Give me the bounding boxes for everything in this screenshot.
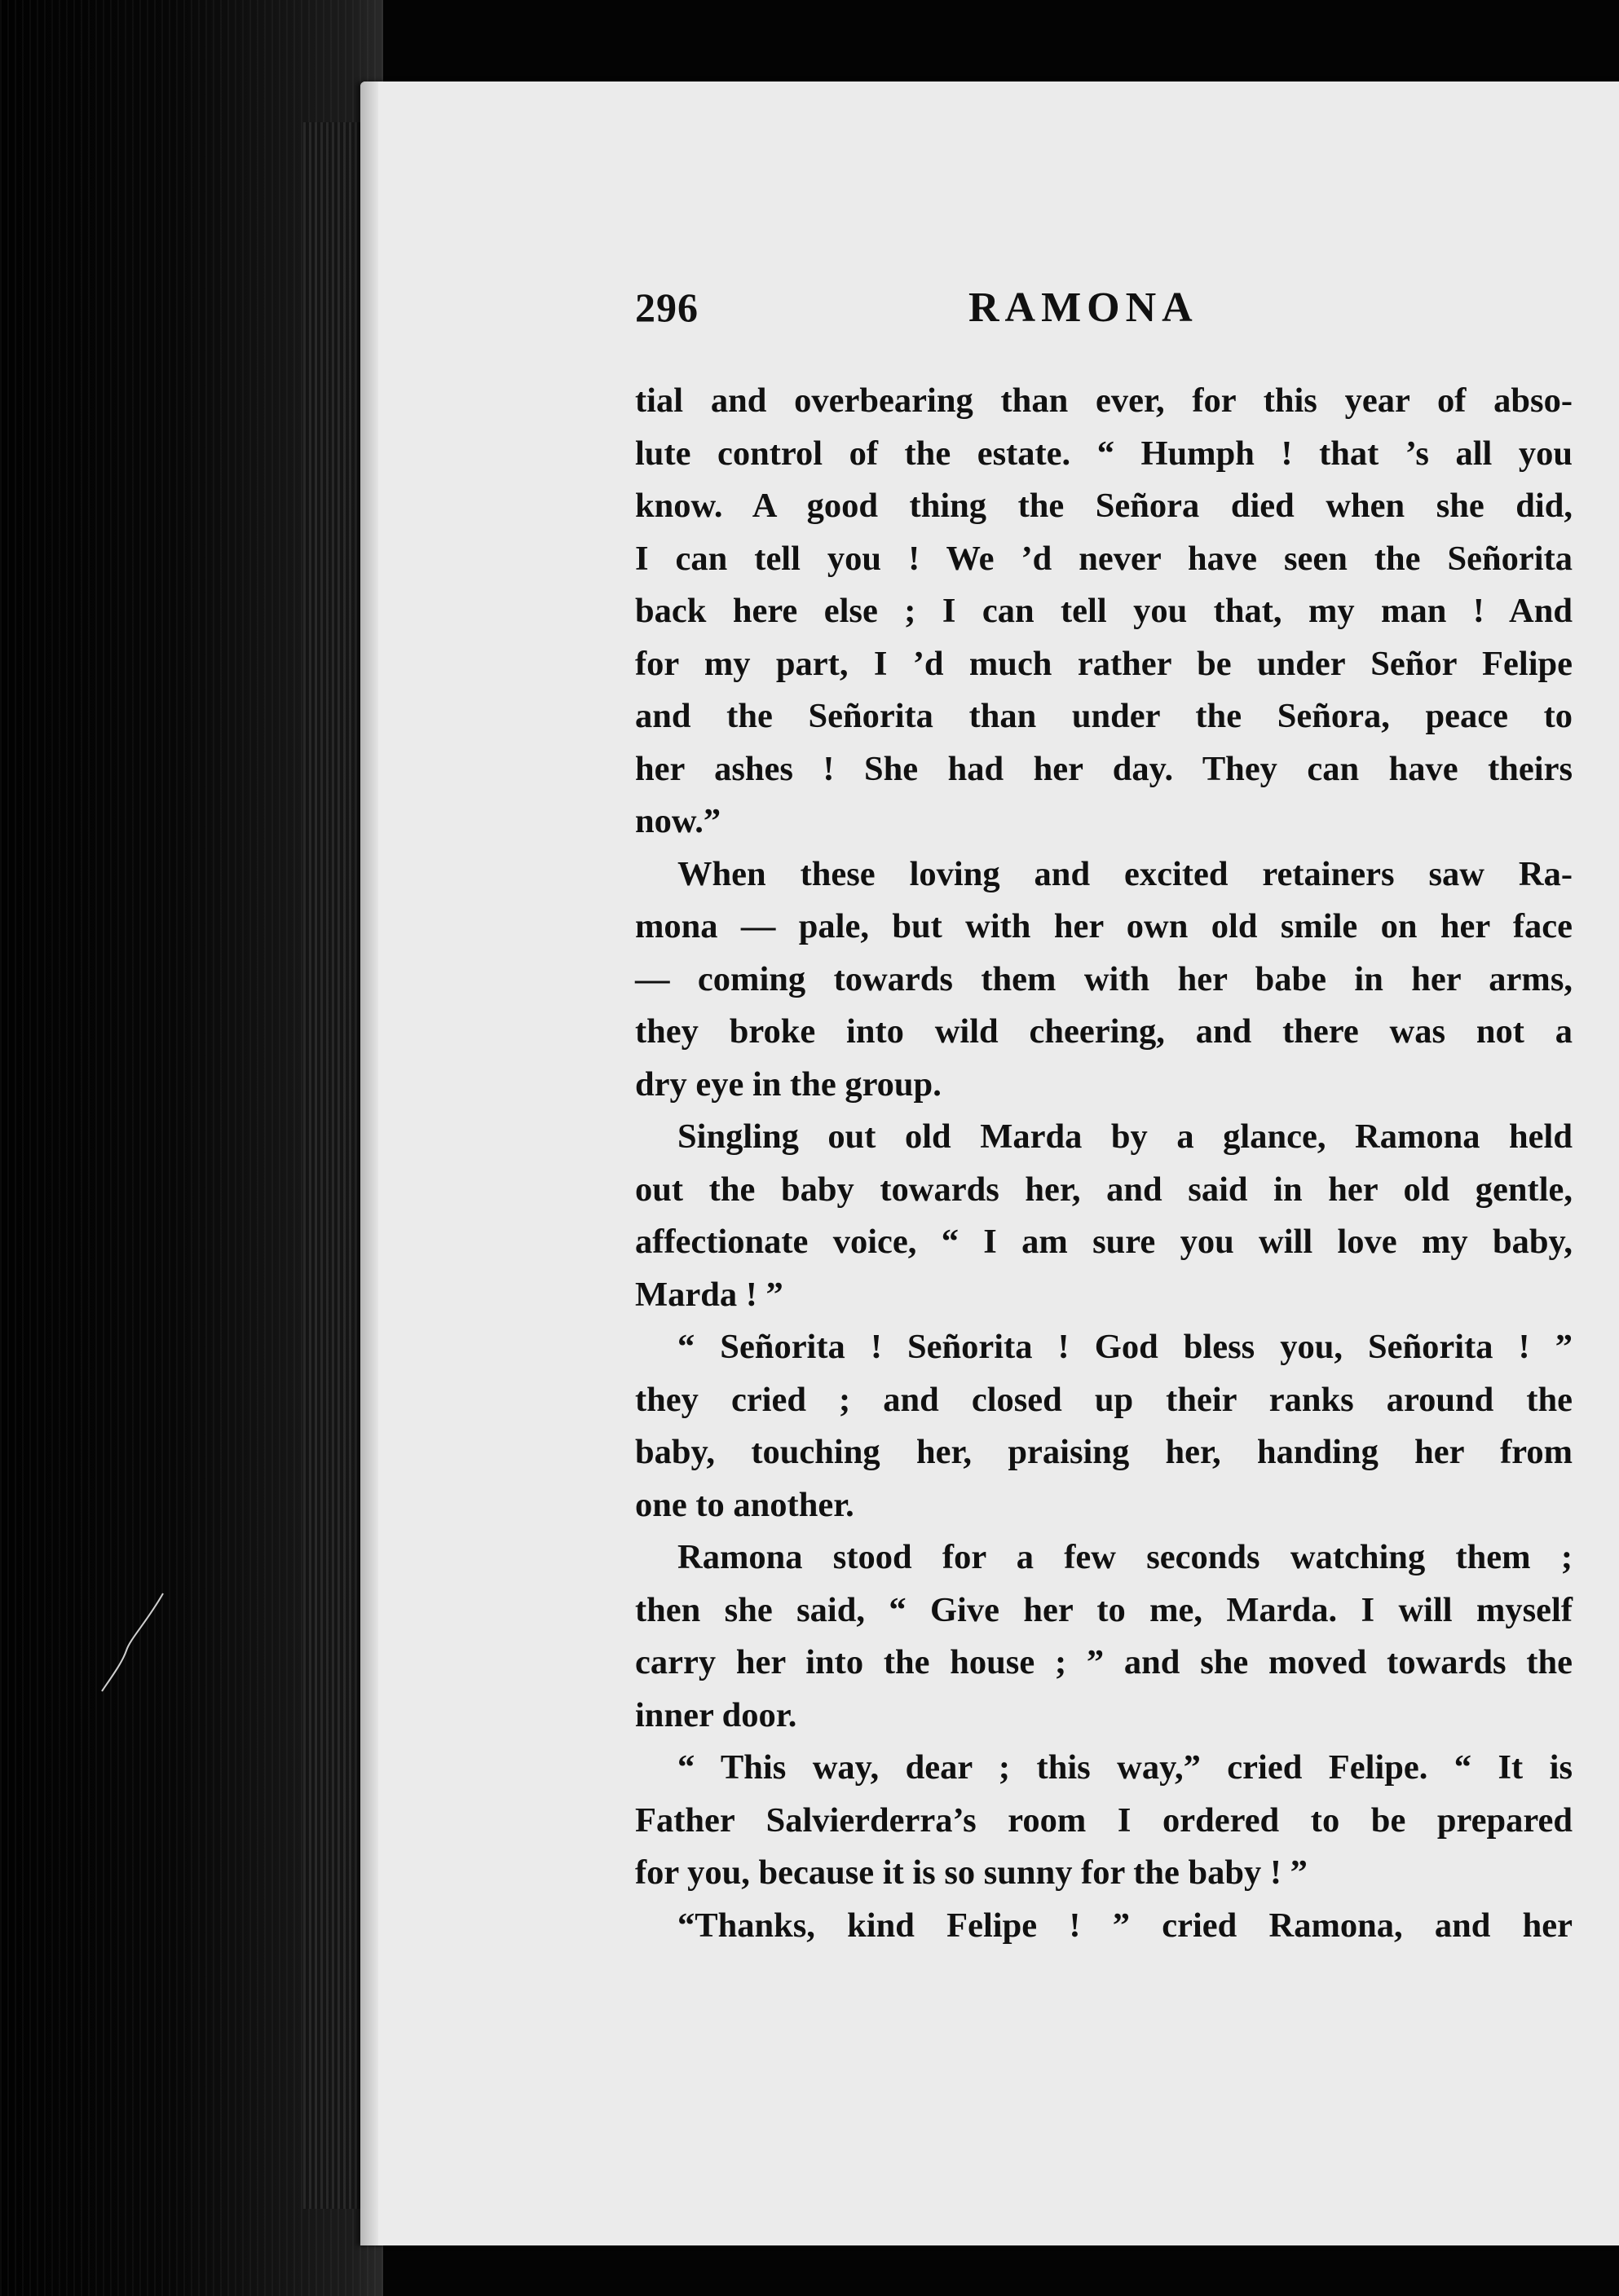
body-text (635, 375, 1573, 1952)
page-gutter-shadow (360, 82, 378, 2245)
text-line: back here else ; I can tell you that, my man ! And (635, 592, 1573, 630)
text-line: lute control of the estate. “ Humph ! that ’s all you (635, 434, 1573, 473)
text-line: affectionate voice, “ I am sure you will love my baby, (635, 1223, 1573, 1261)
text-line: I can tell you ! We ’d never have seen the Señorita (635, 539, 1573, 578)
text-line: one to another. (635, 1485, 854, 1524)
text-line: Father Salvierderra’s room I ordered to be prepared (635, 1800, 1573, 1840)
running-head (635, 284, 1573, 341)
text-line: “ Señorita ! Señorita ! God bless you, Señorita ! ” (677, 1328, 1573, 1366)
page-stack-edge (303, 122, 360, 2209)
text-line: baby, touching her, praising her, handing her from (635, 1433, 1573, 1471)
text-line: they cried ; and closed up their ranks around the (635, 1380, 1573, 1419)
text-line: for you, because it is so sunny for the baby ! ” (635, 1853, 1308, 1892)
text-line: “ This way, dear ; this way,” cried Felipe. “ It is (677, 1748, 1573, 1787)
text-line: Ramona stood for a few seconds watching them ; (677, 1538, 1573, 1576)
text-line: Singling out old Marda by a glance, Ramona held (677, 1117, 1573, 1156)
text-line: her ashes ! She had her day. They can have theirs (635, 749, 1573, 788)
text-line: now.” (635, 802, 721, 840)
scratch-mark (98, 1589, 171, 1695)
text-line: dry eye in the group. (635, 1064, 942, 1104)
text-line: — coming towards them with her babe in her arms, (635, 959, 1573, 998)
text-line: Marda ! ” (635, 1275, 783, 1314)
text-line: carry her into the house ; ” and she moved towards the (635, 1643, 1573, 1681)
text-line: they broke into wild cheering, and there was not a (635, 1012, 1573, 1051)
text-line: then she said, “ Give her to me, Marda. I will myself (635, 1590, 1573, 1629)
text-line: inner door. (635, 1695, 797, 1734)
text-line: When these loving and excited retainers saw Ra- (677, 854, 1573, 893)
text-line: tial and overbearing than ever, for this year of abso- (635, 381, 1573, 420)
page-number: 296 (635, 284, 699, 330)
text-line: “Thanks, kind Felipe ! ” cried Ramona, and her (677, 1906, 1573, 1945)
text-line: mona — pale, but with her own old smile on her face (635, 907, 1573, 945)
text-line: for my part, I ’d much rather be under Señor Felipe (635, 644, 1573, 683)
text-line: and the Señorita than under the Señora, peace to (635, 697, 1573, 735)
running-title: RAMONA (968, 284, 1198, 331)
text-line: out the baby towards her, and said in her old gentle, (635, 1170, 1573, 1209)
text-line: know. A good thing the Señora died when she did, (635, 487, 1573, 525)
